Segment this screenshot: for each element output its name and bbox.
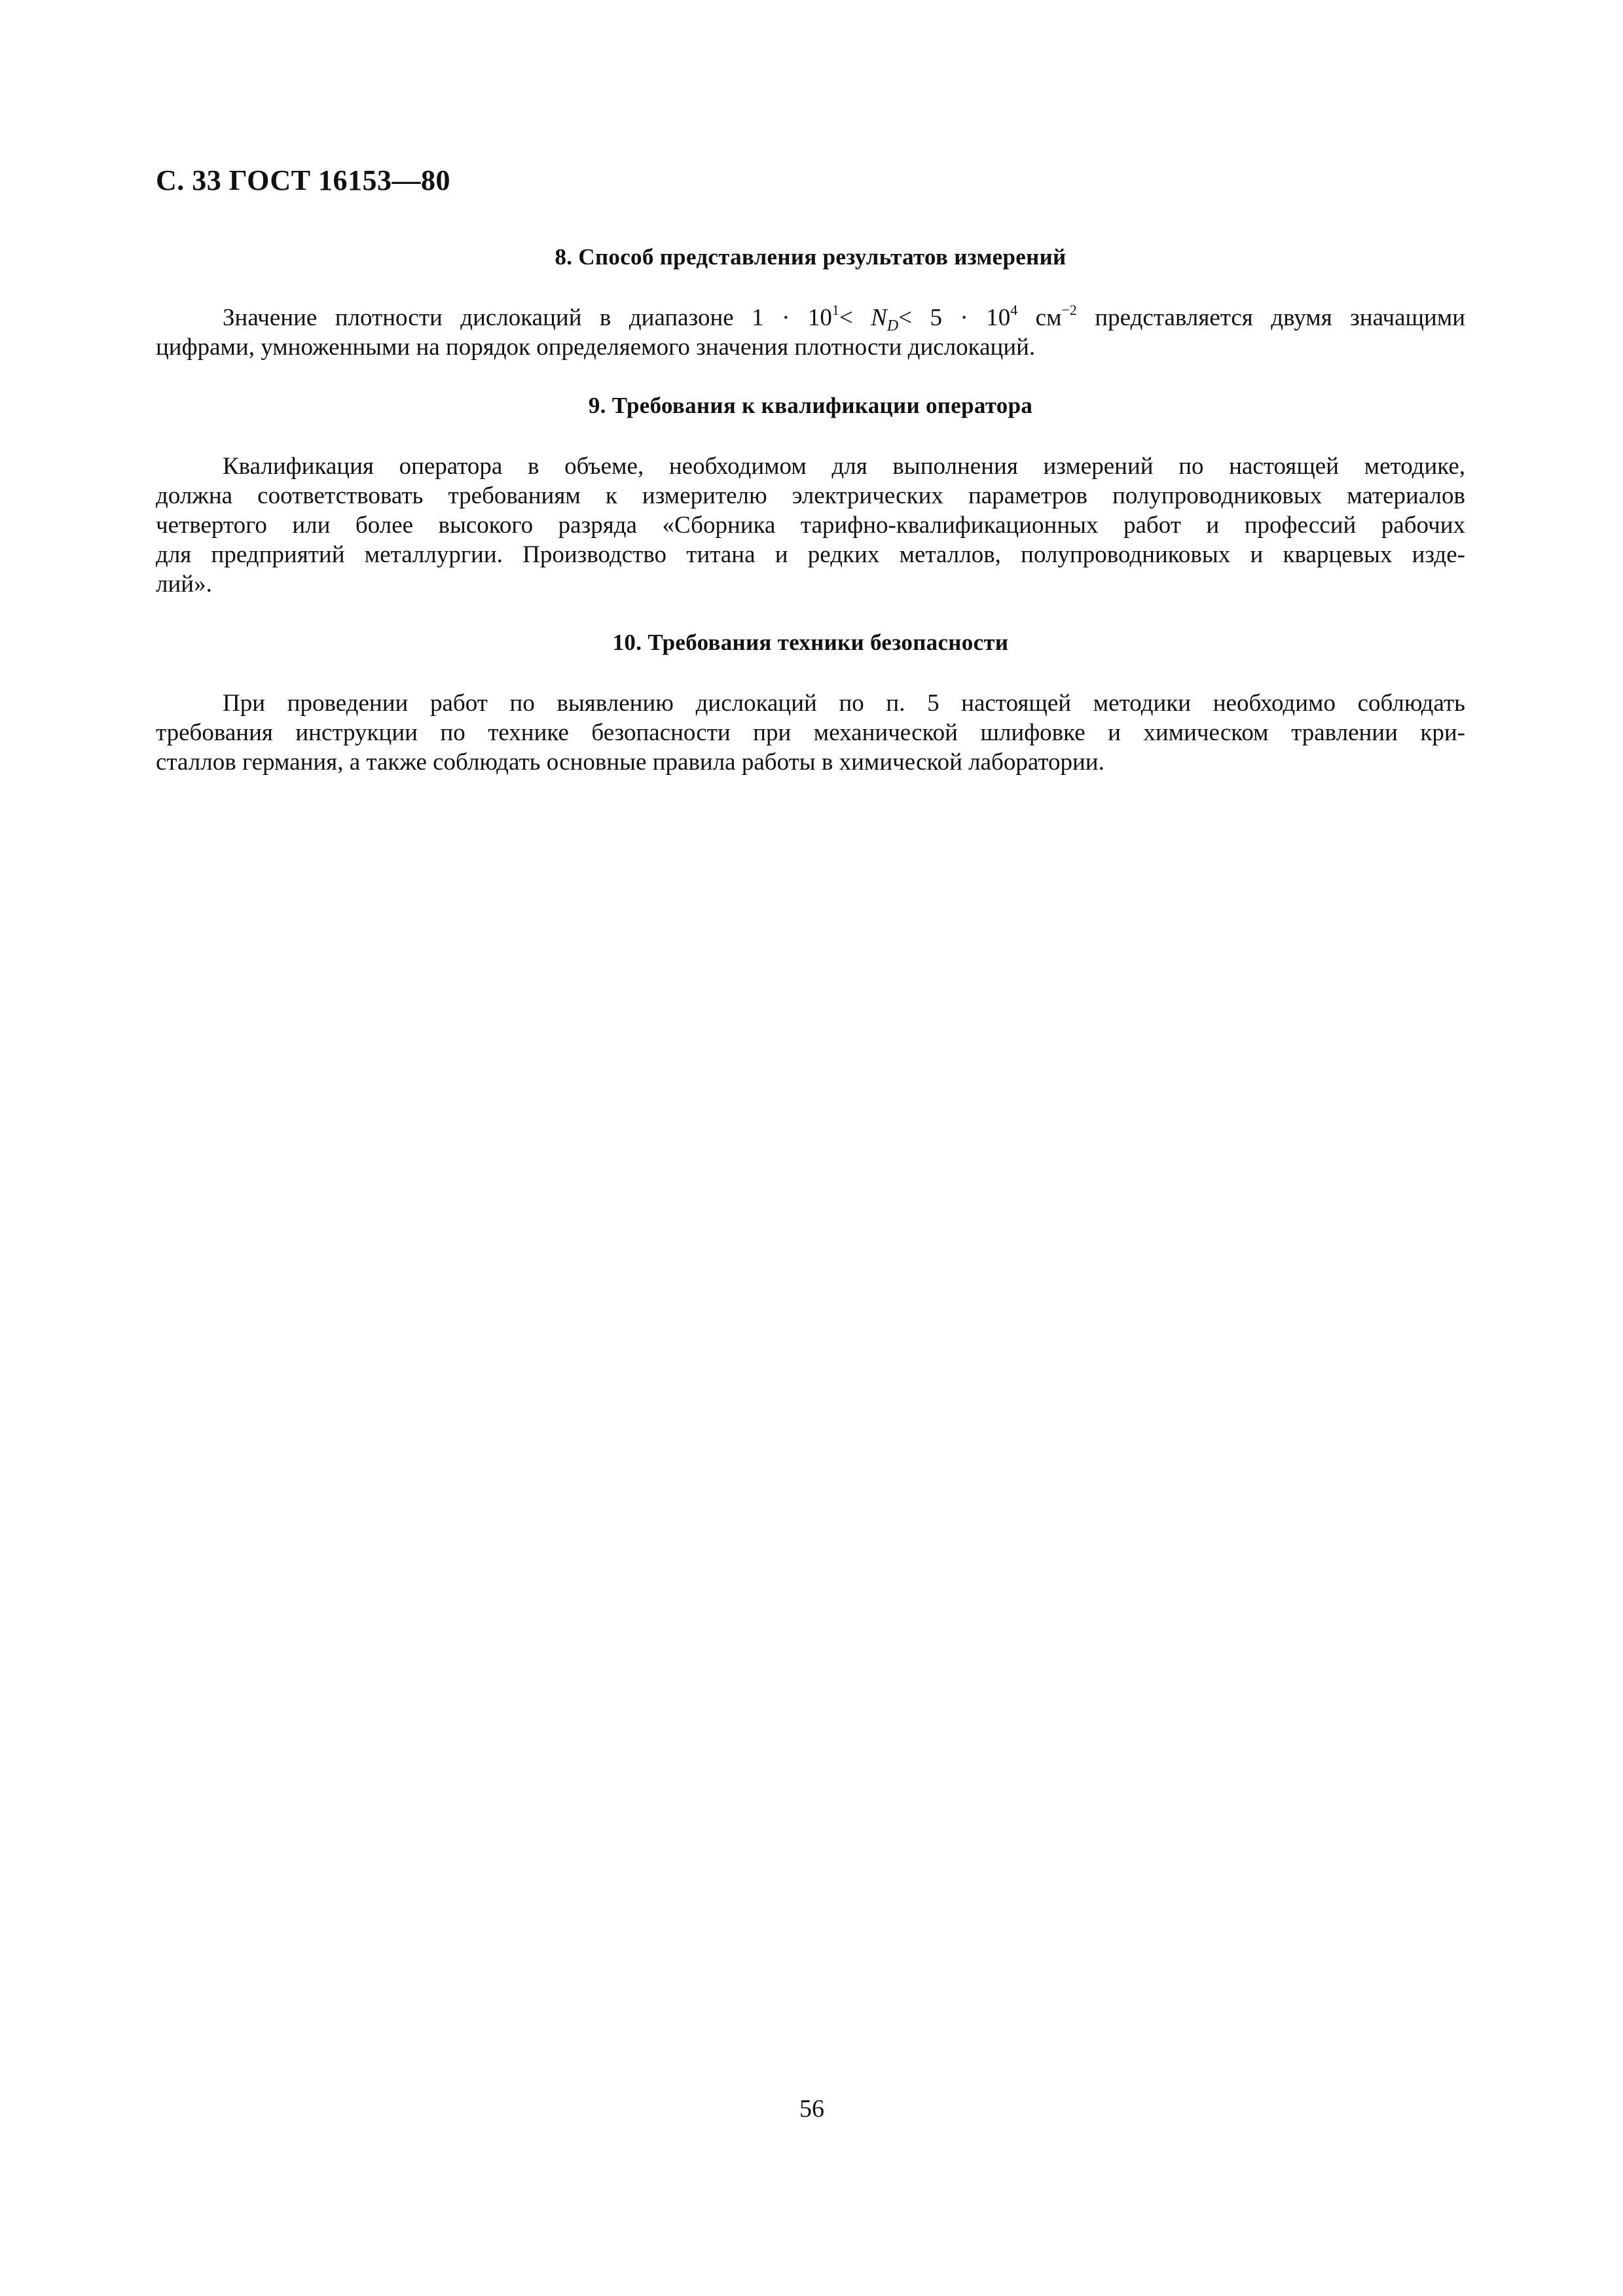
section-title-9: 9. Требования к квалификации оператора — [588, 393, 1033, 418]
section-9-line-4: для предприятий металлургии. Производство титана и редких металлов, полупроводниковых и кварцевых изде- — [156, 541, 1465, 568]
section-9-line-1: Квалификация оператора в объеме, необходимом для выполнения измерений по настоящей методике, — [223, 453, 1465, 480]
section-9-line-5: лий». — [156, 571, 212, 598]
section-title-8: 8. Способ представления результатов измерений — [555, 244, 1067, 270]
section-10-line-3: сталлов германия, а также соблюдать основные правила работы в химической лаборатории. — [156, 749, 1104, 776]
density-formula: $1 \cdot 10^1< N_D< 5 \cdot 10^4$ $см^{-2}$ — [752, 302, 1077, 334]
section-10-line-2: требования инструкции по технике безопасности при механической шлифовке и химическом травлении кри- — [156, 719, 1465, 746]
page-header: С. 33 ГОСТ 16153—80 — [156, 164, 451, 196]
section-10-line-1: При проведении работ по выявлению дислокаций по п. 5 настоящей методики необходимо соблюдать — [223, 690, 1465, 717]
page-number: 56 — [799, 2095, 824, 2123]
section-9-body — [156, 452, 1465, 599]
section-title-10: 10. Требования техники безопасности — [612, 630, 1009, 655]
section-9-line-3: четвертого или более высокого разряда «Сборника тарифно-квалификационных работ и профессий рабочих — [156, 512, 1465, 539]
section-8-body — [156, 303, 1465, 362]
section-10-body — [156, 689, 1465, 777]
section-9-line-2: должна соответствовать требованиям к измерителю электрических параметров полупроводниковых материалов — [156, 482, 1465, 509]
section-8-line-1: Значение плотности дислокаций в диапазоне $1 \cdot 10^1< N_D< 5 \cdot 10^4$ $см^{-2}$ представляется двумя значащими — [223, 302, 1466, 334]
section-8-line-2: цифрами, умноженными на порядок определяемого значения плотности дислокаций. — [156, 334, 1036, 361]
